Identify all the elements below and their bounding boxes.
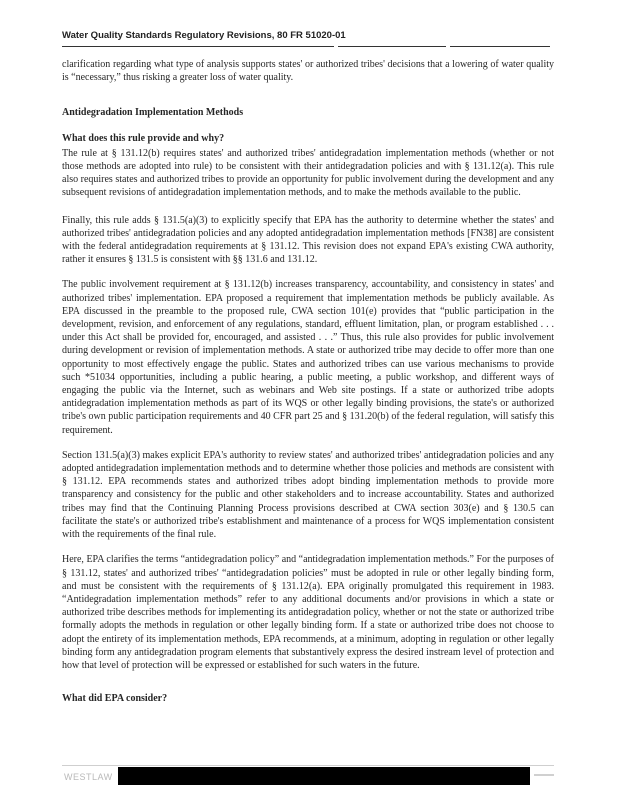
- body-paragraph: The public involvement requirement at § 131.12(b) increases transparency, accountability, and consistency in states' and authorized tribes' implementation. EPA proposed a requirement that implementation methods be publicly available. As EPA discussed in the preamble to the proposed rule, CWA section 101(e) provides that “public participation in the development, revision, and enforcement of any regulations, standard, effluent limitation, plan, or program established . . . under this Act shall be provided for, encouraged, and assisted . . .” Thus, this rule also provides for public involvement during development or revision of implementation methods. A state or authorized tribe may decide to offer more than one opportunity to most effectively engage the public. States and authorized tribes can use various mechanisms to provide such *51034 opportunities, including a public hearing, a public meeting, a public workshop, and different ways of engaging the public via the Internet, such as webinars and Web site postings. If a state or authorized tribe adopts antidegradation implementation methods as part of its WQS or other legally binding provisions, the state's or authorized tribe's own public participation requirements and 40 CFR part 25 and § 131.20(b) of the federal regulation, will satisfy this requirement.: [62, 279, 554, 436]
- body-paragraph: Section 131.5(a)(3) makes explicit EPA's authority to review states' and authorized tribes' antidegradation policies and any adopted antidegradation implementation methods and to determine whether those policies and methods are consistent with § 131.12. EPA recommends states and authorized tribes adopt binding implementation methods to provide more transparency and consistency for the public and other stakeholders and to increase accountability. States and authorized tribes may find that the Continuing Planning Process provisions described at CWA section 303(e) and § 130.5 can facilitate the state's or authorized tribe's establishment and maintenance of a process for WQS implementation consistent with the requirements of the final rule.: [62, 449, 554, 541]
- footer-mark: [534, 774, 554, 776]
- header-rule: [338, 46, 446, 47]
- body-paragraph: Finally, this rule adds § 131.5(a)(3) to explicitly specify that EPA has the authority to determine whether the states' and authorized tribes' antidegradation policies and any adopted antidegradation implementation methods [FN38] are consistent with the federal antidegradation requirements at § 131.12. This revision does not expand EPA's existing CWA authority, rather it ensures § 131.5 is consistent with §§ 131.6 and 131.12.: [62, 214, 554, 266]
- header-rule: [62, 46, 334, 47]
- body-paragraph: The rule at § 131.12(b) requires states' and authorized tribes' antidegradation implementation methods (whether or not those methods are adopted into rule) to be consistent with their antidegradation policies and with § 131.12(a). This rule also requires states and authorized tribes to provide an opportunity for public involvement during the development and any subsequent revisions of antidegradation implementation methods, and to make the methods available to the public.: [62, 147, 554, 199]
- section-heading: Antidegradation Implementation Methods: [62, 107, 244, 119]
- subheading: What did EPA consider?: [62, 693, 168, 705]
- intro-paragraph: clarification regarding what type of analysis supports states' or authorized tribes' decisions that a lowering of water quality is “necessary,” thus risking a greater loss of water quality.: [62, 59, 554, 84]
- running-title: Water Quality Standards Regulatory Revisions, 80 FR 51020-01: [62, 30, 346, 41]
- body-paragraph: Here, EPA clarifies the terms “antidegradation policy” and “antidegradation implementation methods.” For the purposes of § 131.12, states' and authorized tribes' “antidegradation policies” must be adopted in rule or other legally binding form, and must be consistent with the requirements of § 131.12(a). EPA originally promulgated this requirement in 1983. “Antidegradation implementation methods” refer to any additional documents and/or provisions in which a state or authorized tribe describes methods for implementing its antidegradation policy, whether or not the state or authorized tribe formally adopts the methods in regulation or other legally binding form. If a state or authorized tribe does not choose to adopt the entirety of its implementation methods, EPA recommends, at a minimum, adopting in regulation or other legally binding form any antidegradation program elements that substantively express the desired instream level of protection and how that level of protection will be expressed or established for such waters in the future.: [62, 554, 554, 671]
- footer-rule: [62, 765, 554, 766]
- header-rule: [450, 46, 550, 47]
- westlaw-watermark: WESTLAW: [64, 772, 113, 782]
- document-body: [62, 58, 554, 707]
- redaction-bar: [118, 767, 530, 785]
- subheading: What does this rule provide and why?: [62, 132, 225, 144]
